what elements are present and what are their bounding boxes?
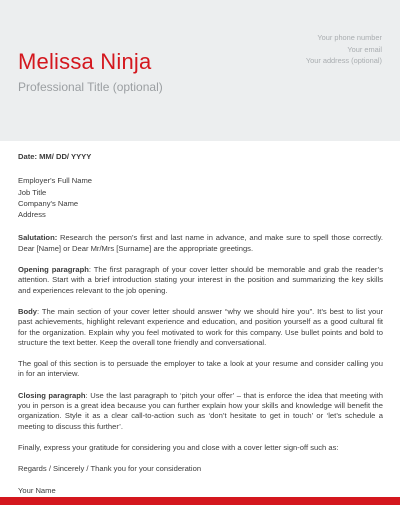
letter-date: Date: MM/ DD/ YYYY [18,152,92,161]
employer-job-title: Job Title [18,187,47,197]
closing-text: : Use the last paragraph to ‘pitch your offer’ – that is enforce the idea that meeting with you in person is a great idea because you can further explain how your skills and knowledge will benefit the organization. Style it as a clear call-to-action such as ‘don’t hesitate to get in touch’ or ‘let’s schedule a meeting to discuss this further’. [18,390,383,431]
professional-title: Professional Title (optional) [18,80,163,94]
salutation-paragraph [18,233,383,254]
opening-paragraph [18,265,383,296]
salutation-label: Salutation: [18,233,58,243]
body-text: : The main section of your cover letter should answer “why we should hire you”. It’s best to list your past achievements, highlight relevant experience and education, and position yourself as a good cultural fit for the organization. Explain why you feel motivated to work for this company. Use bullet points and bold to structure the text better. Keep the overall tone friendly and conversational. [18,306,383,347]
body-label: Body [18,306,37,316]
gratitude-paragraph: Finally, express your gratitude for considering you and close with a cover letter sign-off such as: [18,442,339,452]
closing-label: Closing paragraph [18,390,86,400]
goal-paragraph: The goal of this section is to persuade the employer to take a look at your resume and consider calling you in for an interview. [18,359,383,379]
employer-full-name: Employer's Full Name [18,176,93,186]
opening-label: Opening paragraph [18,265,89,275]
letter-body [18,152,383,496]
employer-company: Company's Name [18,198,79,208]
contact-address: Your address (optional) [305,56,382,65]
contact-block [306,32,382,67]
closing-paragraph [18,391,383,432]
letter-header [0,0,400,141]
contact-email: Your email [347,44,382,54]
signoff-line: Regards / Sincerely / Thank you for your consideration [18,464,202,474]
employer-block [18,175,383,220]
body-paragraph [18,307,383,348]
contact-phone: Your phone number [317,33,382,42]
salutation-text: Research the person’s first and last name in advance, and make sure to spell those correctly. Dear [Name] or Dear Mr/Mrs [Surname] are the appropriate greetings. [18,233,383,253]
opening-text: : The first paragraph of your cover letter should be memorable and grab the reader’s attention. Start with a brief introduction stating your interest in the position and summarizing the key skills and experiences relevant to the job opening. [18,265,383,295]
employer-address: Address [18,210,46,220]
applicant-name: Melissa Ninja [18,49,152,74]
signature-name: Your Name [18,485,56,495]
footer-accent-bar [0,497,400,505]
